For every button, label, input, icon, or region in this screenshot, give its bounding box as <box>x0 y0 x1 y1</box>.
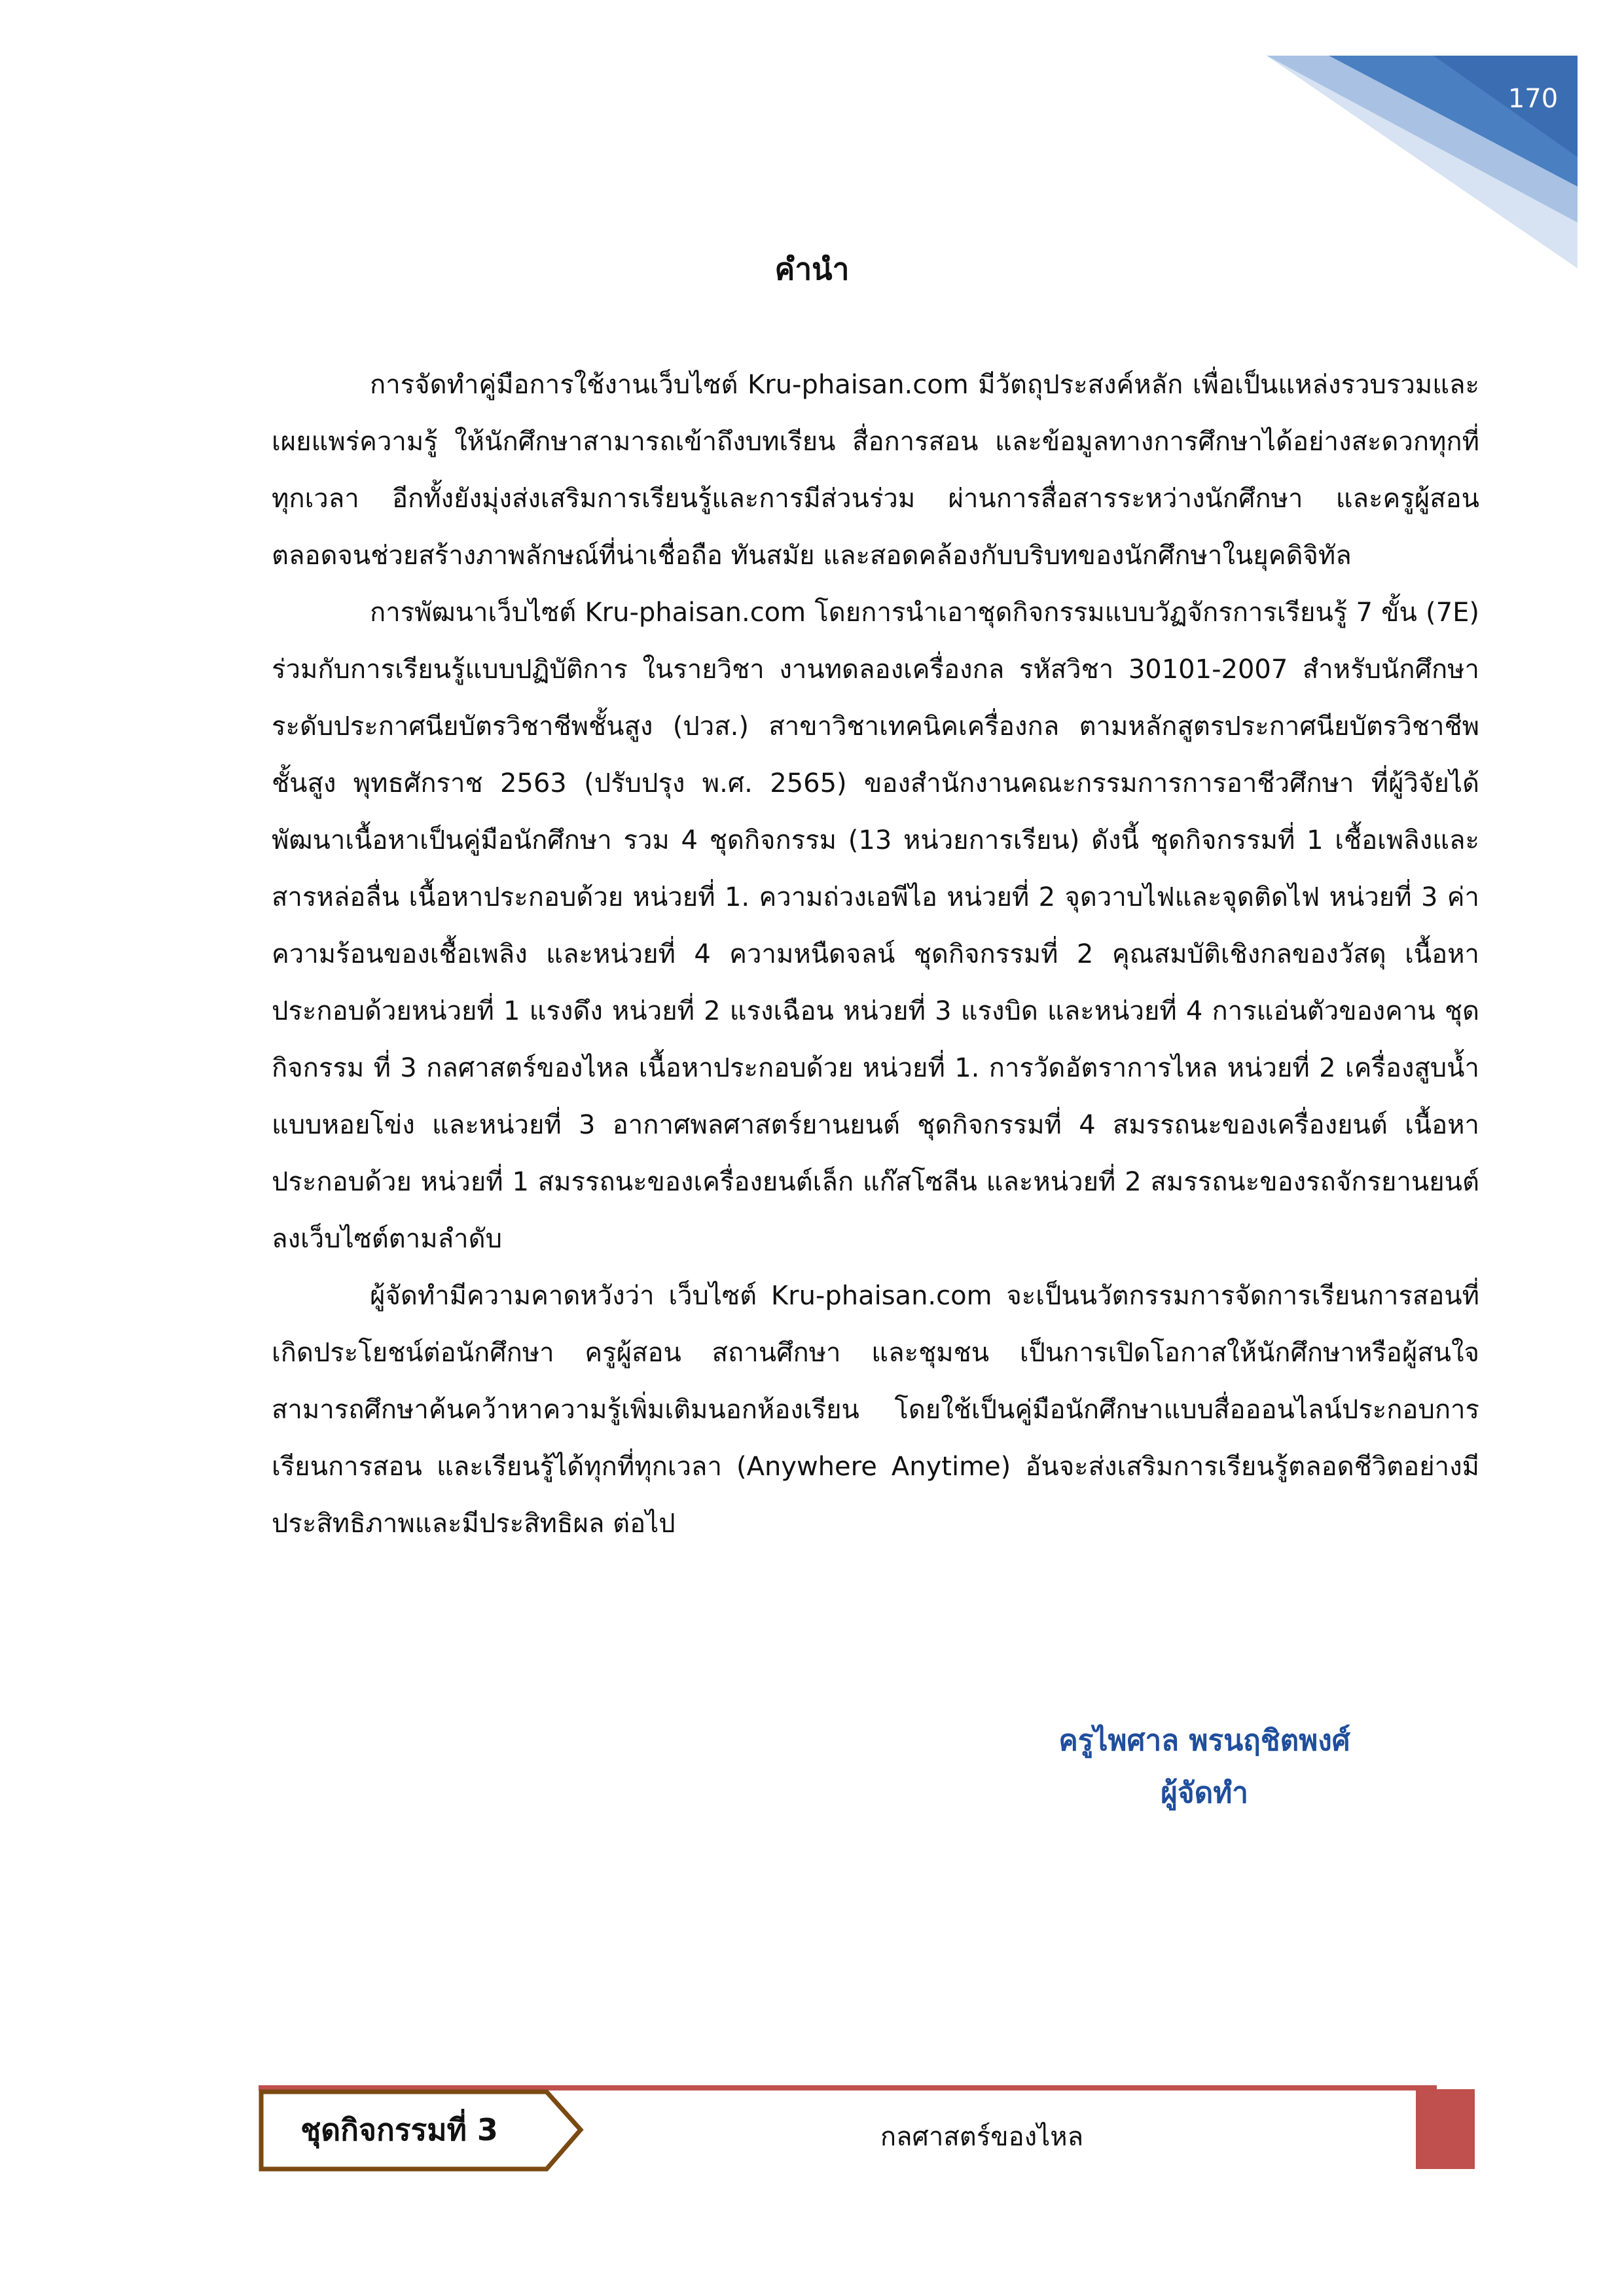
paragraph-1: การจัดทำคู่มือการใช้งานเว็บไซต์ Kru-phaisan.com มีวัตถุประสงค์หลัก เพื่อเป็นแหล่งรวบรวมและเผยแพร่ความรู้ ให้นักศึกษาสามารถเข้าถึงบทเรียน สื่อการสอน และข้อมูลทางการศึกษาได้อย่างสะดวกทุกที่ทุกเวลา อีกทั้งยังมุ่งส่งเสริมการเรียนรู้และการมีส่วนร่วม ผ่านการสื่อสารระหว่างนักศึกษา และครูผู้สอน ตลอดจนช่วยสร้างภาพลักษณ์ที่น่าเชื่อถือ ทันสมัย และสอดคล้องกับบริบทของนักศึกษาในยุคดิจิทัล <box>272 370 1479 571</box>
signature-block <box>1008 1715 1401 1820</box>
page-title: คำนำ <box>774 251 850 287</box>
paragraph-2: การพัฒนาเว็บไซต์ Kru-phaisan.com โดยการนำเอาชุดกิจกรรมแบบวัฏจักรการเรียนรู้ 7 ขั้น (7E) ร่วมกับการเรียนรู้แบบปฏิบัติการ ในรายวิชา งานทดลองเครื่องกล รหัสวิชา 30101-2007 สำหรับนักศึกษาระดับประกาศนียบัตรวิชาชีพชั้นสูง (ปวส.) สาขาวิชาเทคนิคเครื่องกล ตามหลักสูตรประกาศนียบัตรวิชาชีพชั้นสูง พุทธศักราช 2563 (ปรับปรุง พ.ศ. 2565) ของสำนักงานคณะกรรมการการอาชีวศึกษา ที่ผู้วิจัยได้พัฒนาเนื้อหาเป็นคู่มือนักศึกษา รวม 4 ชุดกิจกรรม (13 หน่วยการเรียน) ดังนี้ ชุดกิจกรรมที่ 1 เชื้อเพลิงและสารหล่อลื่น เนื้อหาประกอบด้วย หน่วยที่ 1. ความถ่วงเอพีไอ หน่วยที่ 2 จุดวาบไฟและจุดติดไฟ หน่วยที่ 3 ค่าความร้อนของเชื้อเพลิง และหน่วยที่ 4 ความหนืดจลน์ ชุดกิจกรรมที่ 2 คุณสมบัติเชิงกลของวัสดุ เนื้อหาประกอบด้วยหน่วยที่ 1 แรงดึง หน่วยที่ 2 แรงเฉือน หน่วยที่ 3 แรงบิด และหน่วยที่ 4 การแอ่นตัวของคาน ชุดกิจกรรม ที่ 3 กลศาสตร์ของไหล เนื้อหาประกอบด้วย หน่วยที่ 1. การวัดอัตราการไหล หน่วยที่ 2 เครื่องสูบน้ำแบบหอยโข่ง และหน่วยที่ 3 อากาศพลศาสตร์ยานยนต์ ชุดกิจกรรมที่ 4 สมรรถนะของเครื่องยนต์ เนื้อหาประกอบด้วย หน่วยที่ 1 สมรรถนะของเครื่องยนต์เล็ก แก๊สโซลีน และหน่วยที่ 2 สมรรถนะของรถจักรยานยนต์ ลงเว็บไซต์ตามลำดับ <box>272 598 1479 1254</box>
subject-label: กลศาสตร์ของไหล <box>880 2122 1084 2152</box>
body-text <box>272 357 1479 1552</box>
signature-name: ครูไพศาล พรนฤชิตพงศ์ <box>1058 1724 1350 1757</box>
footer-accent-block <box>1416 2089 1475 2169</box>
page-number: 170 <box>1507 84 1559 114</box>
signature-role: ผู้จัดทำ <box>1161 1776 1248 1810</box>
paragraph-3: ผู้จัดทำมีความคาดหวังว่า เว็บไซต์ Kru-phaisan.com จะเป็นนวัตกรรมการจัดการเรียนการสอนที่เกิดประโยชน์ต่อนักศึกษา ครูผู้สอน สถานศึกษา และชุมชน เป็นการเปิดโอกาสให้นักศึกษาหรือผู้สนใจสามารถศึกษาค้นคว้าหาความรู้เพิ่มเติมนอกห้องเรียน โดยใช้เป็นคู่มือนักศึกษาแบบสื่อออนไลน์ประกอบการเรียนการสอน และเรียนรู้ได้ทุกที่ทุกเวลา (Anywhere Anytime) อันจะส่งเสริมการเรียนรู้ตลอดชีวิตอย่างมีประสิทธิภาพและมีประสิทธิผล ต่อไป <box>272 1281 1479 1539</box>
activity-label: ชุดกิจกรรมที่ 3 <box>300 2112 498 2147</box>
